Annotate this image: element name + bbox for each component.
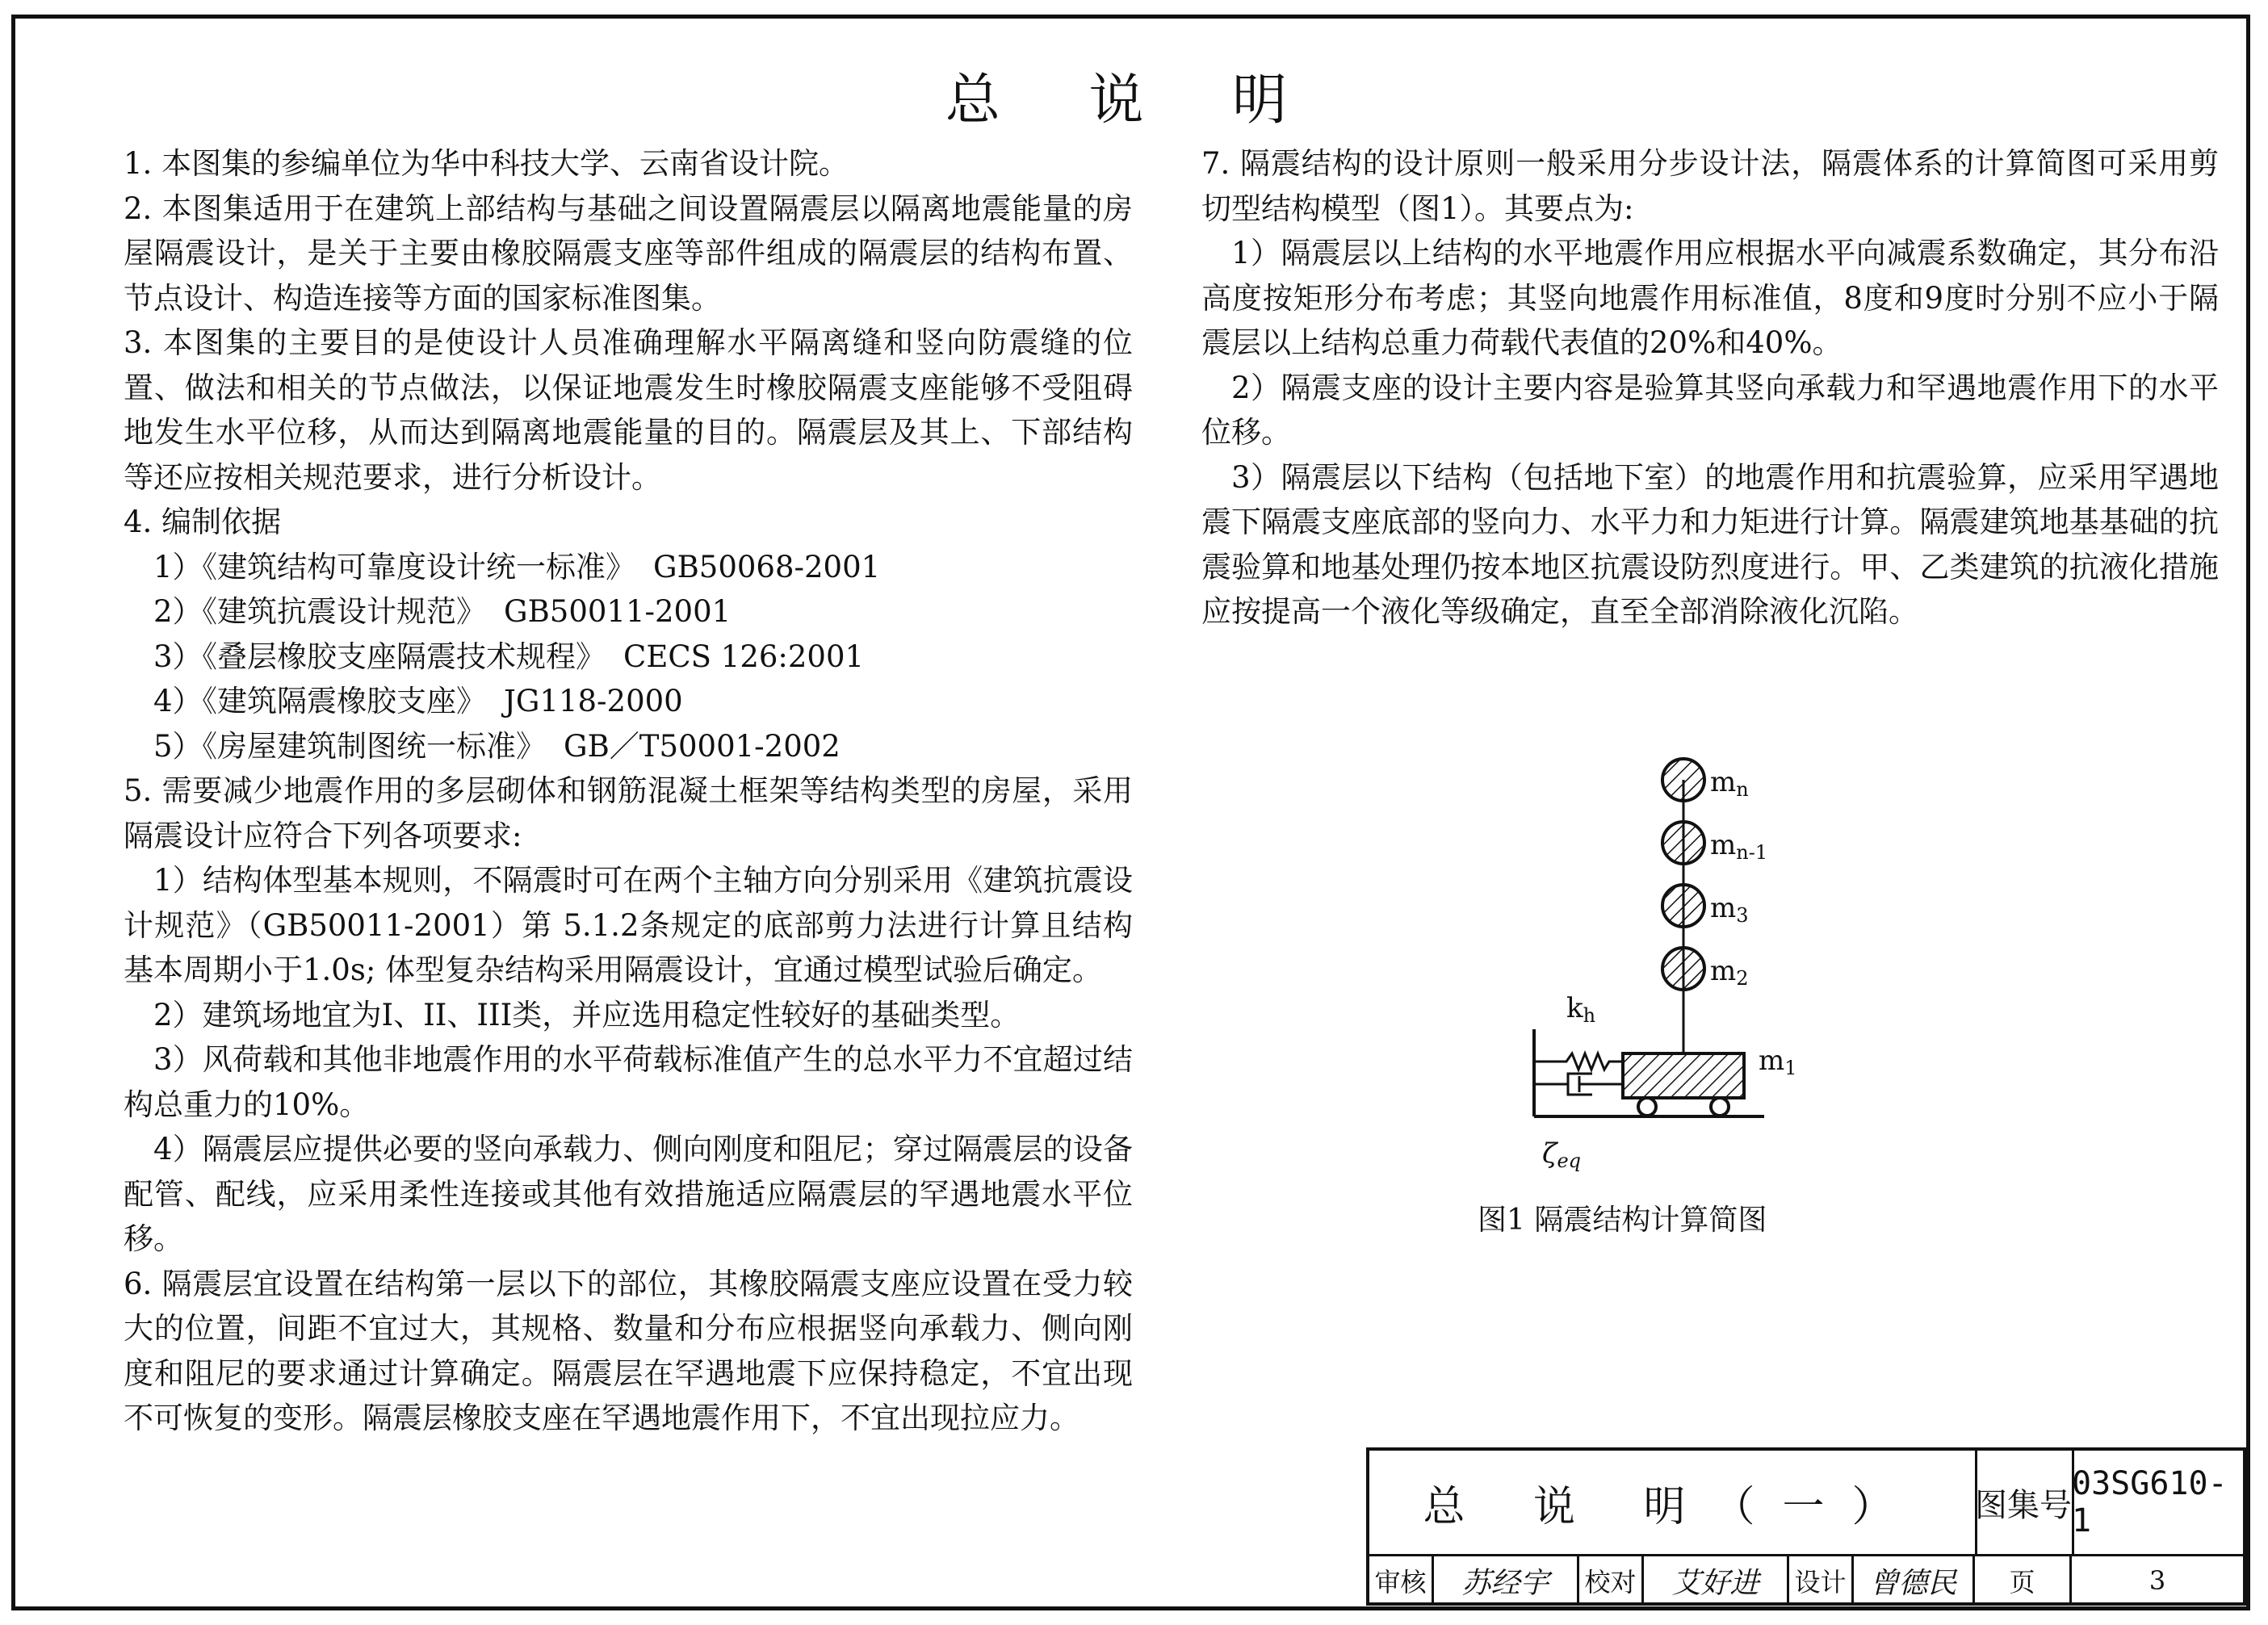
reference-code: GB50011-2001	[504, 594, 732, 629]
paragraph-7: 7. 隔震结构的设计原则一般采用分步设计法，隔震体系的计算简图可采用剪切型结构模型（图1）。其要点为:	[1201, 146, 2219, 226]
paragraph-7-item-2: 2）隔震支座的设计主要内容是验算其竖向承载力和罕遇地震作用下的水平位移。	[1201, 370, 2219, 450]
review-signature: 苏经宇	[1434, 1556, 1579, 1605]
label-m1: m1	[1759, 1045, 1797, 1079]
paragraph-5-item-3: 3）风荷载和其他非地震作用的水平荷载标准值产生的总水平力不宜超过结构总重力的10%。	[124, 1042, 1133, 1122]
paragraph-7-item-1: 1）隔震层以上结构的水平地震作用应根据水平向减震系数确定，其分布沿高度按矩形分布考虑；其竖向地震作用标准值，8度和9度时分别不应小于隔震层以上结构总重力荷载代表值的20%和40%。	[1201, 236, 2219, 360]
left-column	[124, 141, 1133, 1441]
isolation-model-svg	[1518, 743, 1857, 1195]
paragraph-5: 5. 需要减少地震作用的多层砌体和钢筋混凝土框架等结构类型的房屋，采用隔震设计应符合下列各项要求:	[124, 773, 1133, 853]
paragraph-4-heading: 4. 编制依据	[124, 505, 282, 539]
page-title: 总 说 明	[945, 69, 1323, 132]
paragraph-5-item-2: 2）建筑场地宜为I、II、III类，并应选用稳定性较好的基础类型。	[153, 997, 1021, 1032]
reference-item	[124, 724, 1133, 769]
reference-item	[124, 679, 1133, 724]
base-mass-block	[1623, 1053, 1744, 1098]
atlas-number-code: 03SG610-1	[2072, 1465, 2228, 1539]
mass-node-mn	[1662, 759, 1704, 801]
isolation-model-diagram	[1518, 743, 1857, 1195]
reference-code: CECS 126:2001	[623, 639, 865, 674]
mass-node-m3	[1662, 885, 1704, 927]
design-label: 设计	[1789, 1556, 1854, 1605]
title-block-main-title: 总 说 明（一）	[1369, 1451, 1977, 1554]
label-mn-1: mn-1	[1710, 829, 1768, 864]
paragraph-3: 3. 本图集的主要目的是使设计人员准确理解水平隔离缝和竖向防震缝的位置、做法和相关的节点做法，以保证地震发生时橡胶隔震支座能够不受阻碍地发生水平位移，从而达到隔离地震能量的目的。隔震层及其上、下部结构等还应按相关规范要求，进行分析设计。	[124, 325, 1133, 495]
reference-code: GB50068-2001	[653, 549, 881, 584]
atlas-number-label: 图集号	[1975, 1451, 2074, 1554]
mass-node-mn-1	[1662, 822, 1704, 864]
right-column	[1201, 141, 2219, 635]
reference-item	[124, 545, 1133, 590]
reference-name: 2）《建筑抗震设计规范》	[153, 594, 487, 629]
reference-name: 1）《建筑结构可靠度设计统一标准》	[153, 549, 636, 584]
check-signature: 艾好进	[1644, 1556, 1789, 1605]
figure-caption: 图1 隔震结构计算简图	[1478, 1204, 1767, 1237]
label-m3: m3	[1710, 892, 1749, 927]
spring-kh	[1534, 1053, 1623, 1070]
reference-code: GB／T50001-2002	[564, 728, 841, 764]
label-kh: kh	[1566, 992, 1596, 1027]
design-signature: 曾德民	[1854, 1556, 1975, 1605]
base-wheel-left	[1638, 1098, 1656, 1116]
reference-item	[124, 589, 1133, 635]
check-label: 校对	[1579, 1556, 1644, 1605]
review-label: 审核	[1369, 1556, 1434, 1605]
label-zeta-eq: ζeq	[1542, 1137, 1582, 1172]
paragraph-7-item-3: 3）隔震层以下结构（包括地下室）的地震作用和抗震验算，应采用罕遇地震下隔震支座底部的竖向力、水平力和力矩进行计算。隔震建筑地基基础的抗震验算和地基处理仍按本地区抗震设防烈度进行。甲、乙类建筑的抗液化措施应按提高一个液化等级确定，直至全部消除液化沉陷。	[1201, 459, 2219, 629]
label-mn: mn	[1710, 766, 1749, 801]
base-wheel-right	[1711, 1098, 1729, 1116]
paragraph-1: 1. 本图集的参编单位为华中科技大学、云南省设计院。	[124, 146, 849, 181]
reference-code: JG118-2000	[504, 684, 683, 718]
page-label: 页	[1975, 1556, 2072, 1605]
reference-name: 5）《房屋建筑制图统一标准》	[153, 728, 547, 764]
label-m2: m2	[1710, 955, 1749, 990]
paragraph-5-item-1: 1）结构体型基本规则，不隔震时可在两个主轴方向分别采用《建筑抗震设计规范》（GB50011-2001）第 5.1.2条规定的底部剪力法进行计算且结构基本周期小于1.0s; 体型复杂结构采用隔震设计，宜通过模型试验后确定。	[124, 863, 1133, 987]
paragraph-2: 2. 本图集适用于在建筑上部结构与基础之间设置隔震层以隔离地震能量的房屋隔震设计，是关于主要由橡胶隔震支座等部件组成的隔震层的结构布置、节点设计、构造连接等方面的国家标准图集。	[124, 191, 1133, 316]
signature-row	[1369, 1554, 2243, 1605]
title-block	[1366, 1447, 2246, 1606]
mass-node-m2	[1662, 948, 1704, 990]
reference-name: 3）《叠层橡胶支座隔震技术规程》	[153, 639, 606, 674]
page-number: 3	[2149, 1565, 2166, 1596]
reference-item	[124, 635, 1133, 680]
paragraph-5-item-4: 4）隔震层应提供必要的竖向承载力、侧向刚度和阻尼；穿过隔震层的设备配管、配线，应采用柔性连接或其他有效措施适应隔震层的罕遇地震水平位移。	[124, 1132, 1133, 1256]
paragraph-6: 6. 隔震层宜设置在结构第一层以下的部位，其橡胶隔震支座应设置在受力较大的位置，间距不宜过大，其规格、数量和分布应根据竖向承载力、侧向刚度和阻尼的要求通过计算确定。隔震层在罕遇地震下应保持稳定，不宜出现不可恢复的变形。隔震层橡胶支座在罕遇地震作用下，不宜出现拉应力。	[124, 1266, 1133, 1435]
reference-list	[124, 545, 1133, 769]
reference-name: 4）《建筑隔震橡胶支座》	[153, 684, 487, 718]
